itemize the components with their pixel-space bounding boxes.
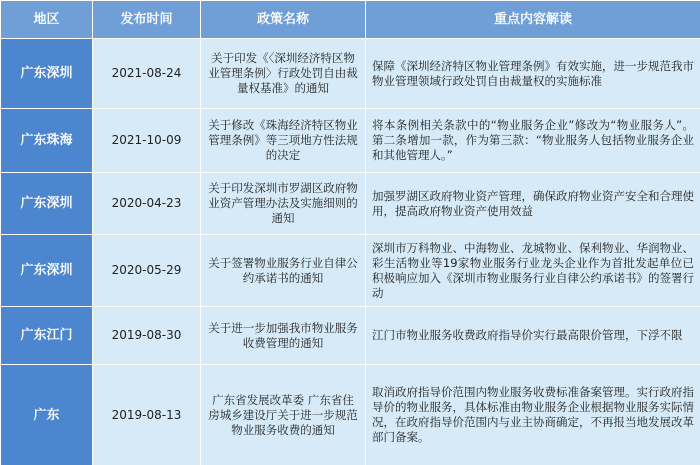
region-cell: 广东 xyxy=(1,365,93,465)
table-row xyxy=(1,109,700,173)
region-cell: 广东深圳 xyxy=(1,235,93,307)
region-cell: 广东江门 xyxy=(1,307,93,365)
policy-cell: 关于印发深圳市罗湖区政府物业资产管理办法及实施细则的通知 xyxy=(201,173,366,235)
table-row xyxy=(1,235,700,307)
table-row xyxy=(1,39,700,109)
content-cell: 深圳市万科物业、中海物业、龙城物业、保利物业、华润物业、彩生活物业等19家物业服务行业龙头企业作为首批发起单位已积极响应加入《深圳市物业服务行业自律公约承诺书》的签署行动 xyxy=(366,235,700,307)
policy-cell: 广东省发展改革委 广东省住房城乡建设厅关于进一步规范物业服务收费的通知 xyxy=(201,365,366,465)
date-cell: 2020-04-23 xyxy=(93,173,201,235)
date-cell: 2020-05-29 xyxy=(93,235,201,307)
header-policy: 政策名称 xyxy=(201,1,366,39)
content-cell: 江门市物业服务收费政府指导价实行最高限价管理，下浮不限 xyxy=(366,307,700,365)
policy-cell: 关于进一步加强我市物业服务收费管理的通知 xyxy=(201,307,366,365)
region-cell: 广东深圳 xyxy=(1,39,93,109)
header-region: 地区 xyxy=(1,1,93,39)
table-row xyxy=(1,365,700,465)
content-cell: 加强罗湖区政府物业资产管理，确保政府物业资产安全和合理使用，提高政府物业资产使用效益 xyxy=(366,173,700,235)
date-cell: 2021-10-09 xyxy=(93,109,201,173)
content-cell: 保障《深圳经济特区物业管理条例》有效实施，进一步规范我市物业管理领域行政处罚自由裁量权的实施标准 xyxy=(366,39,700,109)
content-cell: 将本条例相关条款中的“物业服务企业”修改为“物业服务人”。第二条增加一款，作为第三款：“物业服务人包括物业服务企业和其他管理人。” xyxy=(366,109,700,173)
header-date: 发布时间 xyxy=(93,1,201,39)
policy-cell: 关于印发《〈深圳经济特区物业管理条例〉行政处罚自由裁量权基准》的通知 xyxy=(201,39,366,109)
header-row xyxy=(1,1,700,39)
date-cell: 2019-08-30 xyxy=(93,307,201,365)
table-row xyxy=(1,307,700,365)
content-cell: 取消政府指导价范围内物业服务收费标准备案管理。实行政府指导价的物业服务，具体标准由物业服务企业根据物业服务实际情况，在政府指导价范围内与业主协商确定，不再报当地发展改革部门备案。 xyxy=(366,365,700,465)
policy-cell: 关于签署物业服务行业自律公约承诺书的通知 xyxy=(201,235,366,307)
table-row xyxy=(1,173,700,235)
header-content: 重点内容解读 xyxy=(366,1,700,39)
policy-cell: 关于修改《珠海经济特区物业管理条例》等三项地方性法规的决定 xyxy=(201,109,366,173)
region-cell: 广东珠海 xyxy=(1,109,93,173)
date-cell: 2019-08-13 xyxy=(93,365,201,465)
region-cell: 广东深圳 xyxy=(1,173,93,235)
date-cell: 2021-08-24 xyxy=(93,39,201,109)
